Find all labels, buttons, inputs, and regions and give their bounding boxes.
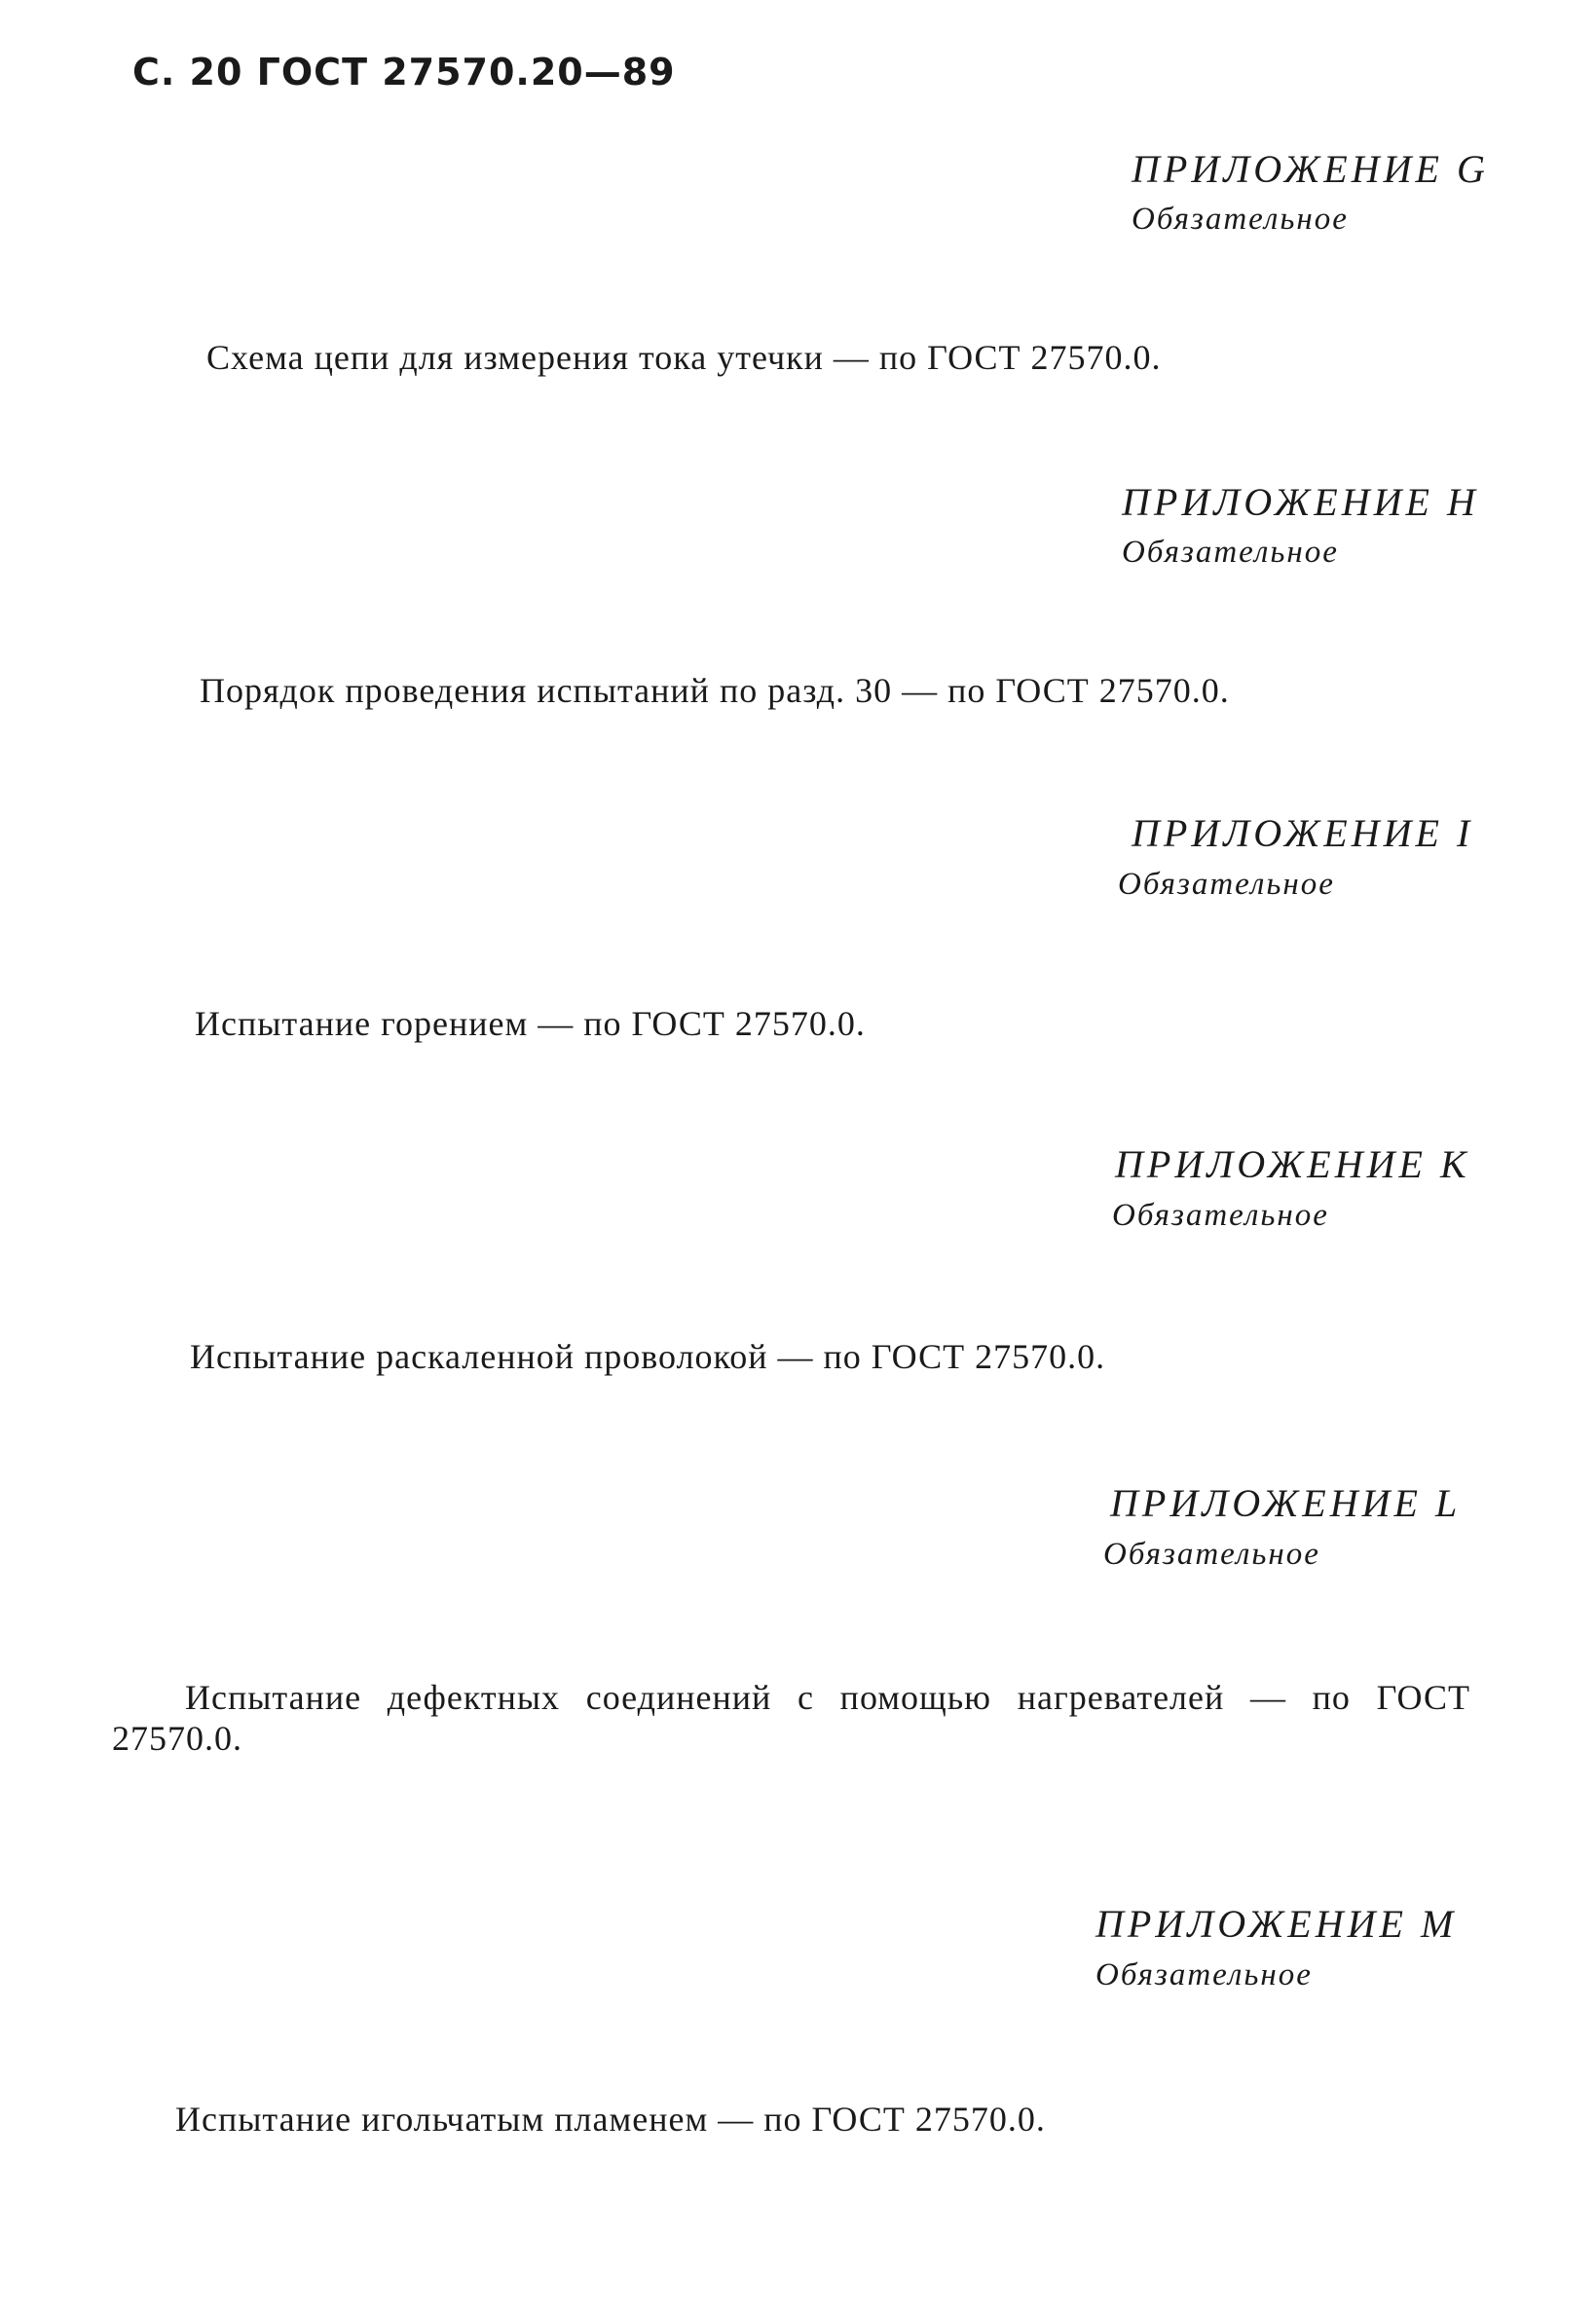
- annex-l-subtitle: Обязательное: [1103, 1537, 1320, 1572]
- annex-k-subtitle: Обязательное: [1112, 1198, 1329, 1233]
- annex-l-title: ПРИЛОЖЕНИЕ L: [1110, 1481, 1462, 1525]
- annex-k-title: ПРИЛОЖЕНИЕ K: [1115, 1142, 1470, 1186]
- annex-m-title: ПРИЛОЖЕНИЕ M: [1095, 1902, 1458, 1946]
- page-header: С. 20 ГОСТ 27570.20—89: [132, 51, 676, 93]
- annex-g-title: ПРИЛОЖЕНИЕ G: [1132, 147, 1489, 191]
- annex-i-subtitle: Обязательное: [1118, 867, 1335, 902]
- annex-k-text: Испытание раскаленной проволокой — по ГОСТ 27570.0.: [190, 1337, 1106, 1376]
- annex-h-subtitle: Обязательное: [1122, 535, 1339, 570]
- annex-g-subtitle: Обязательное: [1132, 202, 1349, 237]
- annex-h-title: ПРИЛОЖЕНИЕ H: [1122, 480, 1479, 524]
- annex-g-text: Схема цепи для измерения тока утечки — по ГОСТ 27570.0.: [206, 338, 1162, 377]
- annex-i-text: Испытание горением — по ГОСТ 27570.0.: [195, 1004, 866, 1043]
- annex-h-text: Порядок проведения испытаний по разд. 30 — по ГОСТ 27570.0.: [200, 671, 1230, 710]
- annex-m-text: Испытание игольчатым пламенем — по ГОСТ 27570.0.: [175, 2100, 1046, 2139]
- annex-l-text: Испытание дефектных соединений с помощью нагревателей — по ГОСТ 27570.0.: [112, 1678, 1470, 1758]
- annex-i-title: ПРИЛОЖЕНИЕ I: [1132, 811, 1474, 855]
- annex-m-subtitle: Обязательное: [1095, 1957, 1313, 1992]
